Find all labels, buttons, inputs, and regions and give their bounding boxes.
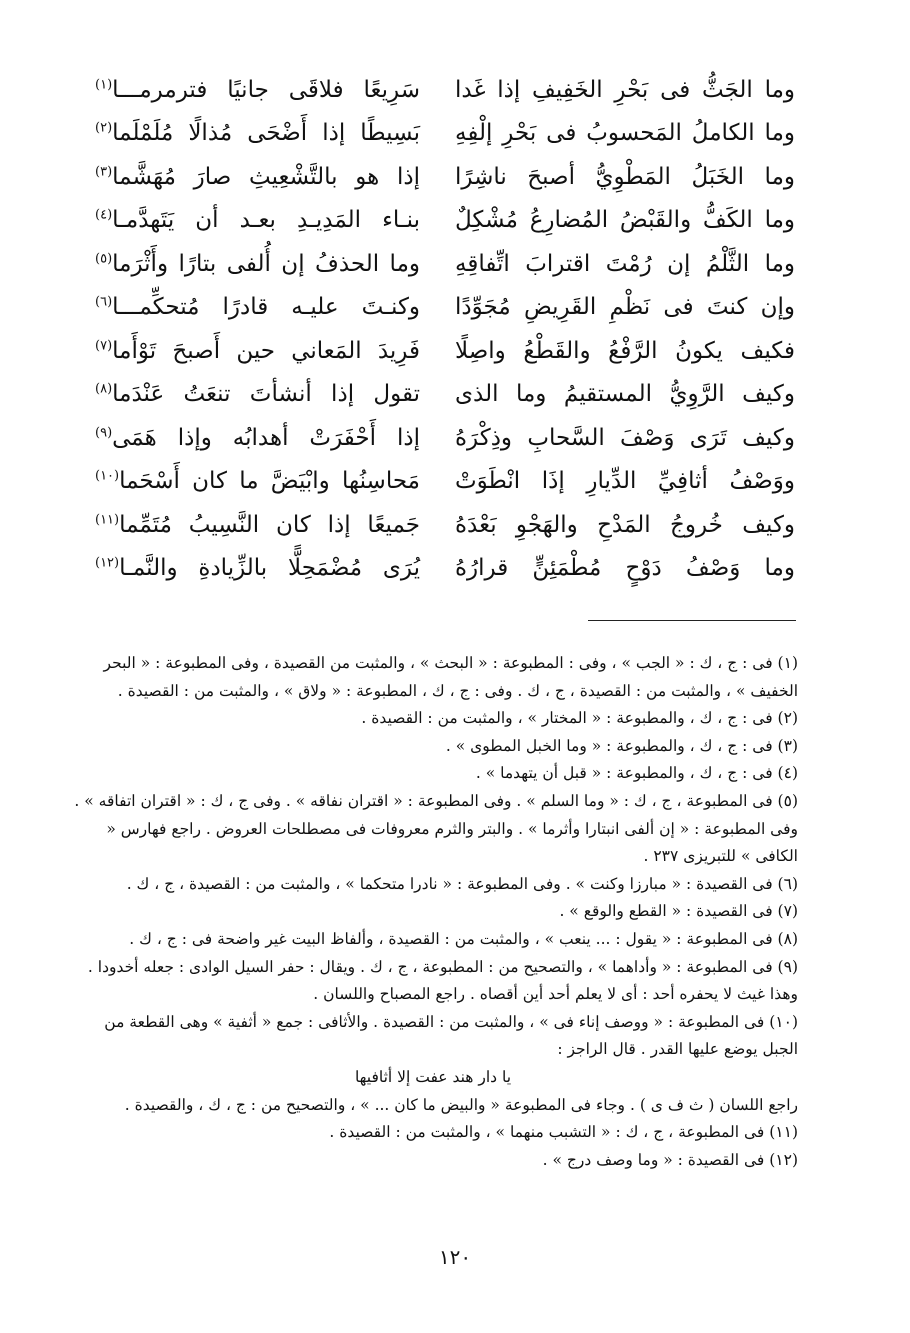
hemistich-text: فَرِيدَ المَعاني حين أَصبحَ تَوْأَما (112, 337, 420, 364)
first-hemistich: وما الكَفُّ والقَبْضُ المُضارِعُ مُشْكِلٌ (455, 207, 795, 234)
hemistich-text: إذا هو بالتَّشْعِيثِ صارَ مُهَشَّما (112, 163, 420, 190)
verse (95, 460, 795, 504)
verse (95, 416, 795, 460)
verse (95, 547, 795, 591)
second-hemistich (95, 555, 420, 581)
verse (95, 155, 795, 199)
footnote-marker: (١٢) (95, 555, 120, 571)
verse (95, 242, 795, 286)
hemistich-text: وكنـتَ عليـه قادرًا مُتحكِّمـــا (112, 294, 420, 321)
second-hemistich (95, 294, 420, 320)
footnote: (٦) فى القصيدة : « مبارزا وكنت » . وفى المطبوعة : « نادرا متحكما » ، والمثبت من : القصيدة ، ج ، ك . (126, 874, 798, 893)
first-hemistich: وكيف خُروجُ المَدْحِ والهَجْوِ بَعْدَهُ (455, 511, 795, 538)
footnote: (٥) فى المطبوعة ، ج ، ك : « وما السلم » . وفى المطبوعة : « اقتران نفاقه » . وفى ج ، ك : « اقتران اتفاقه » . وفى المطبوعة : « إن ألفى انبتارا وأثرما » . والبتر والثرم معروفات فى مصطلحات العروض . راجع فهارس « الكافى » للتبريزى ٢٣٧ . (74, 791, 798, 866)
first-hemistich: وما الثَّلْمُ إن رُمْتَ اقترابَ اتِّفاقِهِ (455, 250, 795, 277)
first-hemistich: فكيف يكونُ الرَّفْعُ والقَطْعُ واصِلًا (455, 337, 795, 364)
footnote-marker: (١٠) (95, 468, 120, 484)
footnote: (٧) فى القصيدة : « القطع والوقع » . (559, 902, 798, 921)
first-hemistich: وما وَصْفُ دَوْحٍ مُطْمَئِنٍّ قرارُهُ (455, 555, 795, 582)
hemistich-text: وما الحذفُ إن أُلفى بتارًا وأَثْرَما (112, 250, 420, 277)
second-hemistich (95, 207, 420, 233)
verse (95, 286, 795, 330)
verse (95, 503, 795, 547)
quoted-verse: يا دار هند عفت إلا أثافيها (354, 1067, 512, 1086)
footnote-divider (588, 620, 796, 621)
footnote: (١٢) فى القصيدة : « وما وصف درج » . (542, 1150, 798, 1169)
second-hemistich (95, 338, 420, 364)
footnote-marker: (٥) (95, 251, 113, 267)
footnote-marker: (٧) (95, 338, 113, 354)
first-hemistich: وما الكاملُ المَحسوبُ فى بَحْرِ إلْفِهِ (455, 120, 795, 147)
hemistich-text: بنـاء المَدِيـدِ بعـد أن يَتَهدَّمـا (112, 207, 420, 234)
hemistich-text: تقول إذا أنشأتَ تنعَتُ عَنْدَما (112, 381, 420, 408)
verse (95, 373, 795, 417)
second-hemistich (95, 164, 420, 190)
first-hemistich: وإن كنتَ فى نَظْمِ القَرِيضِ مُجَوِّدًا (455, 294, 795, 321)
footnote: (٢) فى : ج ، ك ، والمطبوعة : « المختار » ، والمثبت من : القصيدة . (361, 709, 798, 728)
first-hemistich: ووَصْفُ أثافِيِّ الدِّيارِ إذَا انْطَوَتْ (455, 468, 795, 495)
verse (95, 112, 795, 156)
footnote-marker: (٦) (95, 294, 113, 310)
footnotes (68, 650, 798, 1174)
hemistich-text: بَسِيطًا إذا أَضْحَى مُذالًا مُلَمْلَما (112, 120, 420, 147)
verse (95, 199, 795, 243)
first-hemistich: وما الخَبَلُ المَطْوِيُّ أصبحَ ناشِرًا (455, 163, 795, 190)
footnote: (٨) فى المطبوعة : « يقول : ... ينعب » ، والمثبت من : القصيدة ، وألفاظ البيت غير واضحة فى : ج ، ك . (129, 929, 798, 948)
footnote-marker: (٩) (95, 425, 113, 441)
footnote: (١١) فى المطبوعة ، ج ، ك : « التشبب منهما » ، والمثبت من : القصيدة . (329, 1123, 798, 1142)
footnote-marker: (٨) (95, 381, 113, 397)
hemistich-text: جَميعًا إذا كان النَّسِيبُ مُتَمِّما (119, 511, 420, 538)
footnote: (١٠) فى المطبوعة : « ووصف إناء فى » ، والمثبت من : القصيدة . والأثافى : جمع « أثفية » وهى القطعة من الجبل يوضع عليها القدر . قال الراجز : (104, 1012, 798, 1059)
second-hemistich (95, 77, 420, 103)
second-hemistich (95, 425, 420, 451)
hemistich-text: إذا أَحْفَرَتْ أهدابُه وإذا هَمَى (112, 424, 420, 451)
second-hemistich (95, 512, 420, 538)
second-hemistich (95, 468, 420, 494)
verse (95, 68, 795, 112)
footnote: (٩) فى المطبوعة : « وأداهما » ، والتصحيح من : المطبوعة ، ج ، ك . ويقال : حفر السيل الوادى : جعله أخدودا . وهذا غيث لا يحفره أحد : أى لا يعلم أحد أين أقصاه . راجع المصباح واللسان . (87, 957, 798, 1004)
second-hemistich (95, 381, 420, 407)
hemistich-text: يُرَى مُضْمَحِلًّا بالزِّيادةِ والنَّمـا (119, 555, 420, 582)
footnote-marker: (١١) (95, 512, 120, 528)
first-hemistich: وما الجَثُّ فى بَحْرِ الخَفِيفِ إذا غَدا (455, 76, 795, 103)
footnote: راجع اللسان ( ث ف ى ) . وجاء فى المطبوعة « والبيض ما كان ... » ، والتصحيح من : ج ، ك ، والقصيدة . (124, 1095, 798, 1114)
footnote-marker: (٤) (95, 207, 113, 223)
footnote-marker: (١) (95, 77, 113, 93)
second-hemistich (95, 251, 420, 277)
first-hemistich: وكيف تَرَى وَصْفَ السَّحابِ وذِكْرَهُ (455, 424, 795, 451)
page-number: ١٢٠ (438, 1245, 472, 1269)
poem (95, 68, 795, 590)
footnote-marker: (٢) (95, 120, 113, 136)
first-hemistich: وكيف الرَّوِيُّ المستقيمُ وما الذى (455, 381, 795, 408)
hemistich-text: سَرِيعًا فلاقَى جانيًا فترمرمـــا (112, 76, 420, 103)
footnote: (٤) فى : ج ، ك ، والمطبوعة : « قبل أن يتهدما » . (475, 764, 798, 783)
footnote: (١) فى : ج ، ك : « الجب » ، وفى : المطبوعة : « البحث » ، والمثبت من القصيدة ، وفى المطبوعة : « البحر الخفيف » ، والمثبت من : القصيدة ، ج ، ك . وفى : ج ، ك ، المطبوعة : « ولاق » ، والمثبت من : القصيدة . (103, 654, 798, 700)
footnote-marker: (٣) (95, 164, 113, 180)
verse (95, 329, 795, 373)
footnote: (٣) فى : ج ، ك ، والمطبوعة : « وما الخبل المطوى » . (445, 736, 798, 755)
second-hemistich (95, 120, 420, 146)
hemistich-text: مَحاسِنُها وابْيَضَّ ما كان أَسْحَما (119, 468, 420, 495)
